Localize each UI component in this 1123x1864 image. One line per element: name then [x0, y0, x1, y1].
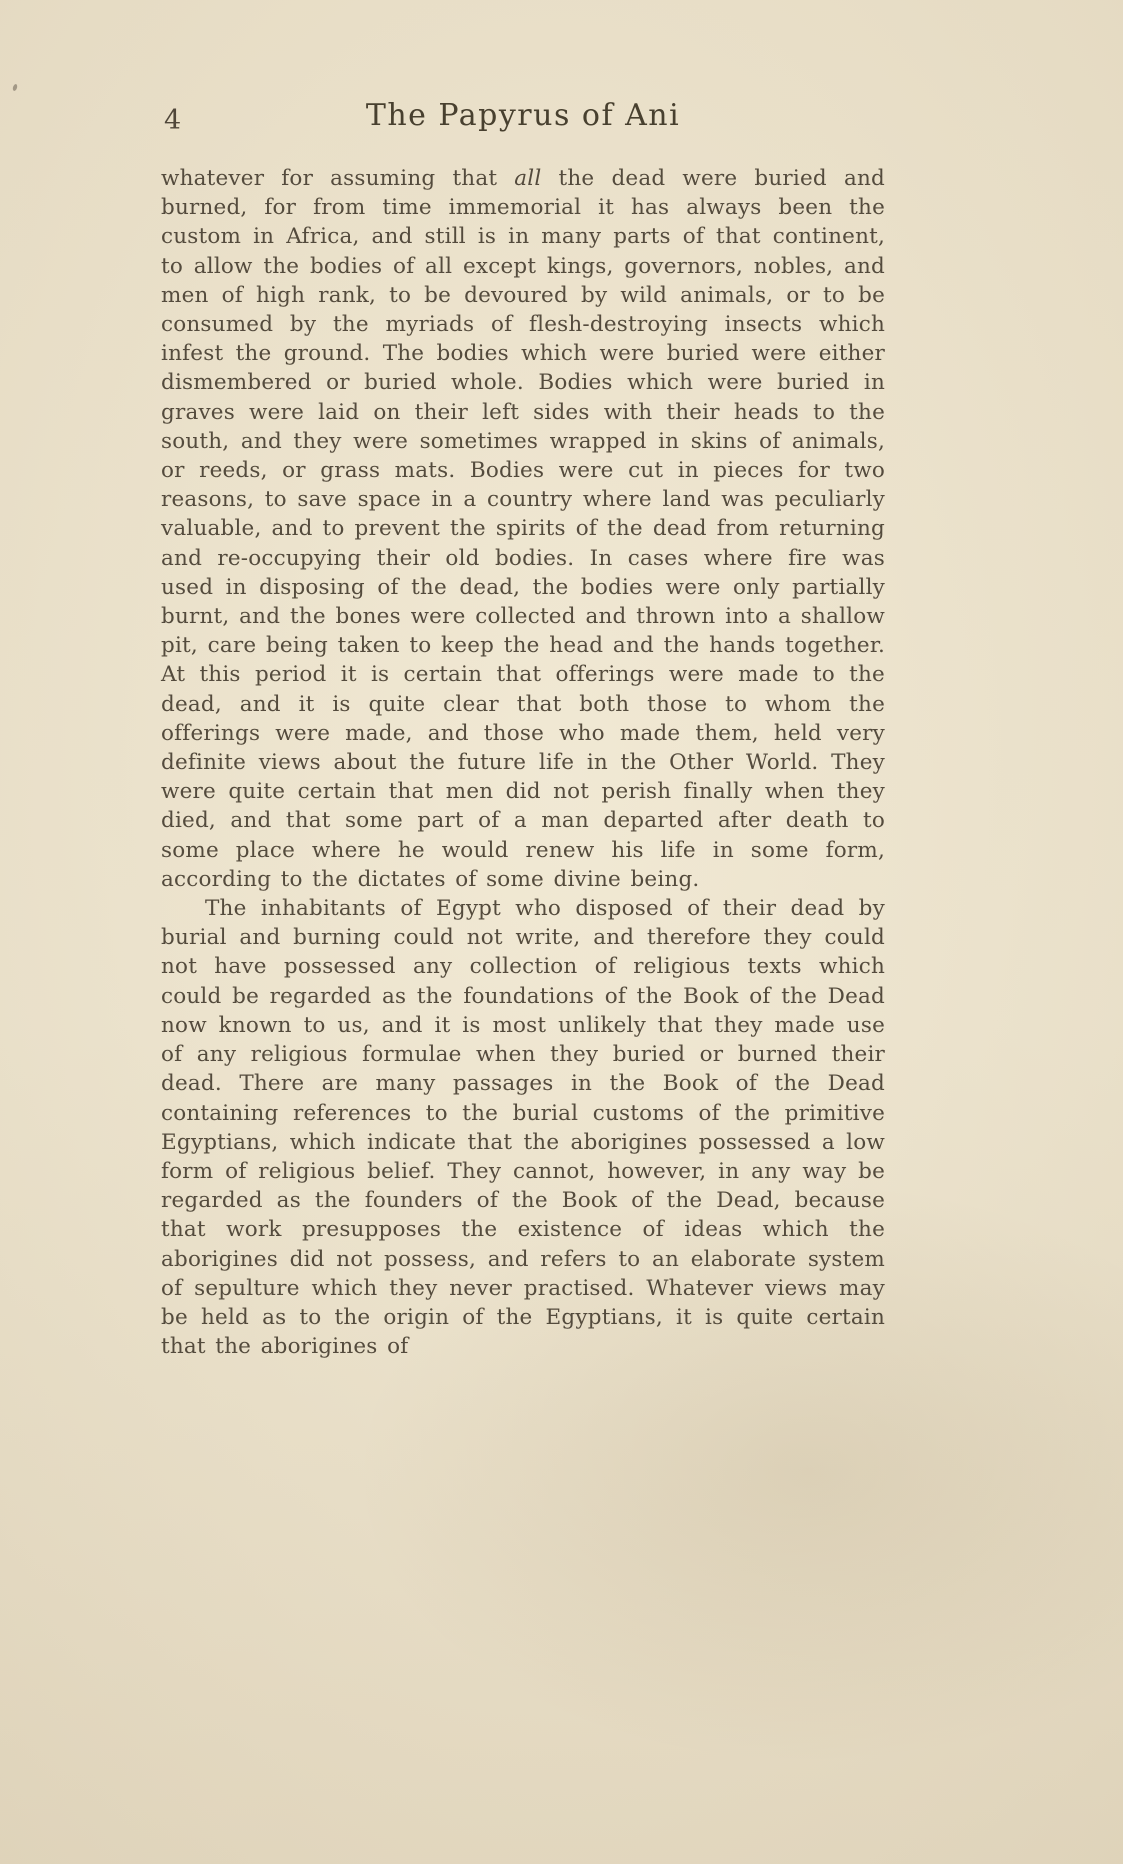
page-title: The Papyrus of Ani [365, 98, 681, 133]
page-number: 4 [164, 105, 182, 136]
page-header [161, 98, 885, 146]
paragraph-1 [161, 164, 885, 894]
paper-speck [12, 84, 18, 92]
paragraph-1-text-start: whatever for assuming that [161, 166, 515, 191]
paragraph-2: The inhabitants of Egypt who disposed of their dead by burial and burning could not write, and therefore they could not have possessed any collection of religious texts which could be regarded as the foundations of the Book of the Dead now known to us, and it is most unlikely that they made use of any religious formulae when they buried or burned their dead. There are many passages in the Book of the Dead containing references to the burial customs of the primitive Egyptians, which indicate that the aborigines possessed a low form of religious belief. They cannot, however, in any way be regarded as the founders of the Book of the Dead, because that work presupposes the existence of ideas which the aborigines did not possess, and refers to an elaborate system of sepulture which they never practised. Whatever views may be held as to the origin of the Egyptians, it is quite certain that the aborigines of [161, 896, 885, 1360]
body-text [161, 164, 885, 1361]
paragraph-1-text-continued: the dead were buried and burned, for from time immemorial it has always been the custom in Africa, and still is in many parts of that continent, to allow the bodies of all except kings, governors, nobles, and men of high rank, to be devoured by wild animals, or to be consumed by the myriads of flesh-destroying insects which infest the ground. The bodies which were buried were either dismembered or buried whole. Bodies which were buried in graves were laid on their left sides with their heads to the south, and they were sometimes wrapped in skins of animals, or reeds, or grass mats. Bodies were cut in pieces for two reasons, to save space in a country where land was peculiarly valuable, and to prevent the spirits of the dead from returning and re-occupying their old bodies. In cases where fire was used in disposing of the dead, the bodies were only partially burnt, and the bones were collected and thrown into a shallow pit, care being taken to keep the head and the hands together. At this period it is certain that offerings were made to the dead, and it is quite clear that both those to whom the offerings were made, and those who made them, held very definite views about the future life in the Other World. They were quite certain that men did not perish finally when they died, and that some part of a man departed after death to some place where he would renew his life in some form, according to the dictates of some divine being. [161, 166, 885, 892]
paragraph-1-italic-word: all [514, 166, 542, 191]
page-content [161, 98, 885, 1361]
